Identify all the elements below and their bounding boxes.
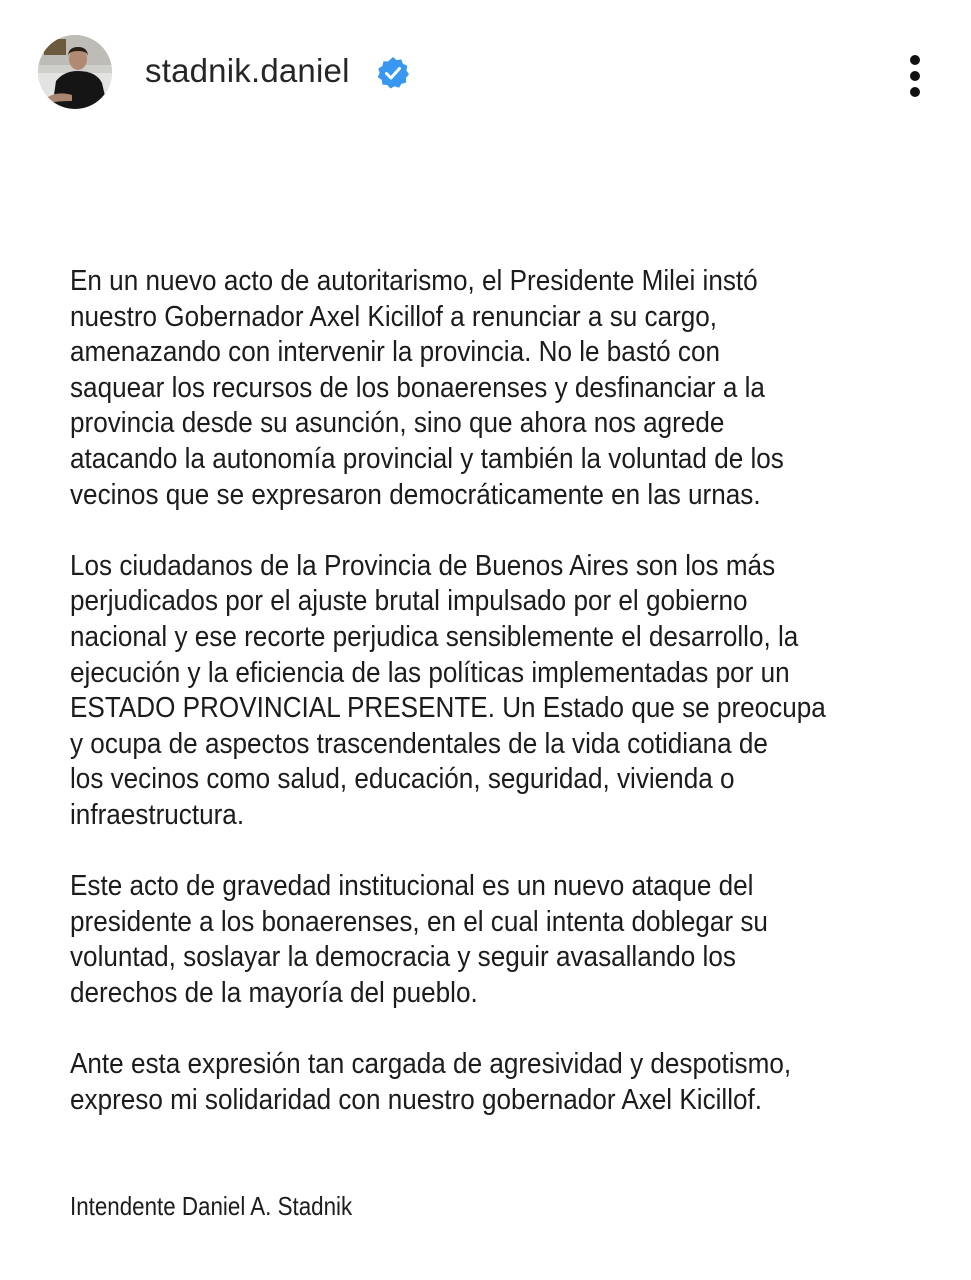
text-line: nacional y ese recorte perjudica sensiblemente el desarrollo, la: [70, 620, 799, 653]
text-line: saquear los recursos de los bonaerenses y desfinanciar a la: [70, 371, 765, 404]
text-line: nuestro Gobernador Axel Kicillof a renunciar a su cargo,: [70, 300, 718, 333]
more-options-button[interactable]: [898, 50, 932, 102]
text-line: infraestructura.: [70, 798, 245, 831]
text-line: atacando la autonomía provincial y también la voluntad de los: [70, 442, 784, 475]
username[interactable]: stadnik.daniel: [145, 52, 350, 89]
text-line: expreso mi solidaridad con nuestro gobernador Axel Kicillof.: [70, 1083, 763, 1116]
paragraph-4: [70, 1047, 930, 1118]
text-line: derechos de la mayoría del pueblo.: [70, 976, 478, 1009]
paragraph-2: [70, 549, 930, 834]
signature: Intendente Daniel A. Stadnik: [70, 1191, 353, 1221]
post-body: [70, 264, 930, 1118]
text-line: Ante esta expresión tan cargada de agresividad y despotismo,: [70, 1048, 792, 1081]
text-line: ejecución y la eficiencia de las políticas implementadas por un: [70, 656, 790, 689]
text-line: voluntad, soslayar la democracia y seguir avasallando los: [70, 941, 736, 974]
more-vertical-icon-dot: [910, 55, 920, 65]
text-line: presidente a los bonaerenses, en el cual intenta doblegar su: [70, 905, 768, 938]
paragraph-3: [70, 869, 930, 1011]
avatar[interactable]: [38, 35, 112, 109]
more-vertical-icon-dot: [910, 87, 920, 97]
text-line: Los ciudadanos de la Provincia de Buenos Aires son los más: [70, 549, 776, 582]
post-header: [0, 0, 971, 140]
text-line: ESTADO PROVINCIAL PRESENTE. Un Estado que se preocupa: [70, 692, 826, 725]
text-line: los vecinos como salud, educación, seguridad, vivienda o: [70, 763, 735, 796]
paragraph-1: [70, 264, 930, 513]
text-line: En un nuevo acto de autoritarismo, el Presidente Milei instó: [70, 265, 758, 297]
text-line: provincia desde su asunción, sino que ahora nos agrede: [70, 407, 725, 440]
verified-badge-icon: [376, 56, 410, 90]
text-line: perjudicados por el ajuste brutal impulsado por el gobierno: [70, 585, 748, 618]
text-line: y ocupa de aspectos trascendentales de la vida cotidiana de: [70, 727, 768, 760]
text-line: Este acto de gravedad institucional es un nuevo ataque del: [70, 870, 754, 903]
profile-photo-icon: [38, 35, 112, 109]
text-line: amenazando con intervenir la provincia. No le bastó con: [70, 336, 720, 369]
text-line: vecinos que se expresaron democráticamente en las urnas.: [70, 478, 761, 511]
more-vertical-icon-dot: [910, 71, 920, 81]
